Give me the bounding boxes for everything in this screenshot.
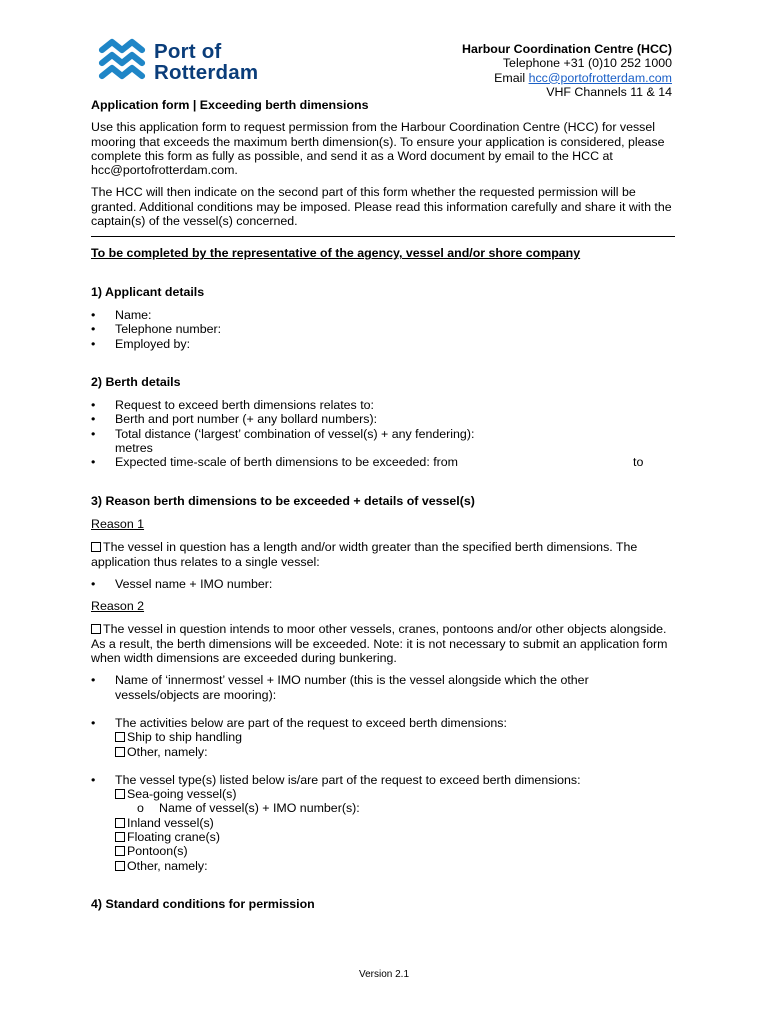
seagoing-checkbox[interactable] xyxy=(115,789,125,799)
list-item-vessel-types xyxy=(91,773,675,873)
logo-wordmark xyxy=(154,41,258,83)
form-title: Application form | Exceeding berth dimensions xyxy=(91,98,369,112)
reason-2-label: Reason 2 xyxy=(91,599,145,614)
seagoing-label: Sea-going vessel(s) xyxy=(127,787,237,802)
floating-crane-checkbox[interactable] xyxy=(115,832,125,842)
activity-other-label: Other, namely: xyxy=(127,744,208,759)
pontoon-label: Pontoon(s) xyxy=(127,844,188,859)
activities-intro: • The activities below are part of the request to exceed berth dimensions: xyxy=(115,715,507,730)
sub-bullet-marker: o xyxy=(137,801,144,816)
list-item-innermost-vessel: • Name of ‘innermost’ vessel + IMO number (this is the vessel alongside which the other vessels/objects are mooring): xyxy=(91,673,675,702)
contact-email-link[interactable]: hcc@portofrotterdam.com xyxy=(528,70,672,85)
ship-to-ship-checkbox[interactable] xyxy=(115,732,125,742)
activity-other xyxy=(115,745,675,759)
list-item-berth-port-number: • Berth and port number (+ any bollard numbers): xyxy=(91,412,675,426)
list-item-employed-by: • Employed by: xyxy=(91,337,675,351)
section-3-heading: 3) Reason berth dimensions to be exceeded + details of vessel(s) xyxy=(91,493,475,508)
port-of-rotterdam-logo xyxy=(96,36,286,88)
port-of-rotterdam-wave-logo xyxy=(96,36,148,88)
total-distance-unit: metres xyxy=(115,441,153,456)
ship-to-ship-label: Ship to ship handling xyxy=(127,730,243,745)
contact-telephone: Telephone +31 (0)10 252 1000 xyxy=(502,56,672,71)
version-footer: Version 2.1 xyxy=(358,969,410,980)
contact-title: Harbour Coordination Centre (HCC) xyxy=(462,42,672,56)
logo-line-2: Rotterdam xyxy=(154,61,259,84)
section-2-heading: 2) Berth details xyxy=(91,374,181,389)
activity-ship-to-ship xyxy=(115,730,675,744)
section-1-heading: 1) Applicant details xyxy=(91,284,205,299)
type-other-checkbox[interactable] xyxy=(115,861,125,871)
list-item-total-distance xyxy=(91,427,675,456)
type-floating-crane xyxy=(115,830,675,844)
activity-other-checkbox[interactable] xyxy=(115,747,125,757)
type-other xyxy=(115,859,675,873)
reason-2-paragraph xyxy=(91,622,675,665)
type-seagoing xyxy=(115,787,675,801)
inland-checkbox[interactable] xyxy=(115,818,125,828)
reason-1-label: Reason 1 xyxy=(91,516,145,531)
completed-by-heading: To be completed by the representative of the agency, vessel and/or shore company xyxy=(91,246,581,261)
list-item-activities xyxy=(91,716,675,759)
pontoon-checkbox[interactable] xyxy=(115,846,125,856)
type-other-label: Other, namely: xyxy=(127,858,208,873)
list-item-telephone: • Telephone number: xyxy=(91,322,675,336)
list-item-request-relates: • Request to exceed berth dimensions relates to: xyxy=(91,398,675,412)
vessel-types-intro: • The vessel type(s) listed below is/are part of the request to exceed berth dimensions: xyxy=(115,772,581,787)
form-content xyxy=(91,98,675,920)
seagoing-subitem-label: Name of vessel(s) + IMO number(s): xyxy=(159,801,360,816)
reason-2-checkbox[interactable] xyxy=(91,624,101,634)
floating-crane-label: Floating crane(s) xyxy=(127,829,220,844)
contact-vhf: VHF Channels 11 & 14 xyxy=(546,84,672,99)
contact-email-label: Email xyxy=(494,70,529,85)
list-item-name: • Name: xyxy=(91,308,675,322)
type-pontoon xyxy=(115,844,675,858)
intro-paragraph-2: The HCC will then indicate on the second part of this form whether the requested permission will be granted. Additional conditions may be imposed. Please read this information carefully and share it with the captain(s) of the vessel(s) concerned. xyxy=(91,185,672,229)
reason-1-list xyxy=(91,577,675,591)
inland-label: Inland vessel(s) xyxy=(127,815,214,830)
reason-1-checkbox[interactable] xyxy=(91,542,101,552)
reason-2-list xyxy=(91,673,675,873)
time-scale-from-label: Expected time-scale of berth dimensions to be exceeded: from xyxy=(115,455,458,470)
berth-details-list xyxy=(91,398,675,469)
list-item-time-scale xyxy=(91,455,675,469)
total-distance-label: • Total distance (‘largest’ combination of vessel(s) + any fendering): xyxy=(115,426,475,441)
seagoing-subitem xyxy=(115,801,675,815)
reason-2-text: The vessel in question intends to moor other vessels, cranes, pontoons and/or other objects alongside. As a result, the berth dimensions will be exceeded. Note: it is not necessary to submit an application form when width dimensions are exceeded during bunkering. xyxy=(91,622,668,666)
reason-1-text: The vessel in question has a length and/or width greater than the specified berth dimensions. The application thus relates to a single vessel: xyxy=(91,540,638,569)
section-4-heading: 4) Standard conditions for permission xyxy=(91,896,315,911)
applicant-details-list xyxy=(91,308,675,351)
contact-block xyxy=(462,42,672,99)
intro-paragraph-1: Use this application form to request permission from the Harbour Coordination Centre (HCC) for vessel mooring that exceeds the maximum berth dimension(s). To ensure your application is considered, please complete this form as fully as possible, and send it as a Word document by email to the HCC at hcc@portofrotterdam.com. xyxy=(91,120,665,178)
type-inland xyxy=(115,816,675,830)
contact-email-line xyxy=(462,71,672,85)
reason-1-paragraph xyxy=(91,540,675,569)
list-item-vessel-imo: • Vessel name + IMO number: xyxy=(91,577,675,591)
divider-line xyxy=(91,236,675,237)
time-scale-to-label: to xyxy=(633,455,644,470)
logo-line-1: Port of xyxy=(154,40,222,63)
